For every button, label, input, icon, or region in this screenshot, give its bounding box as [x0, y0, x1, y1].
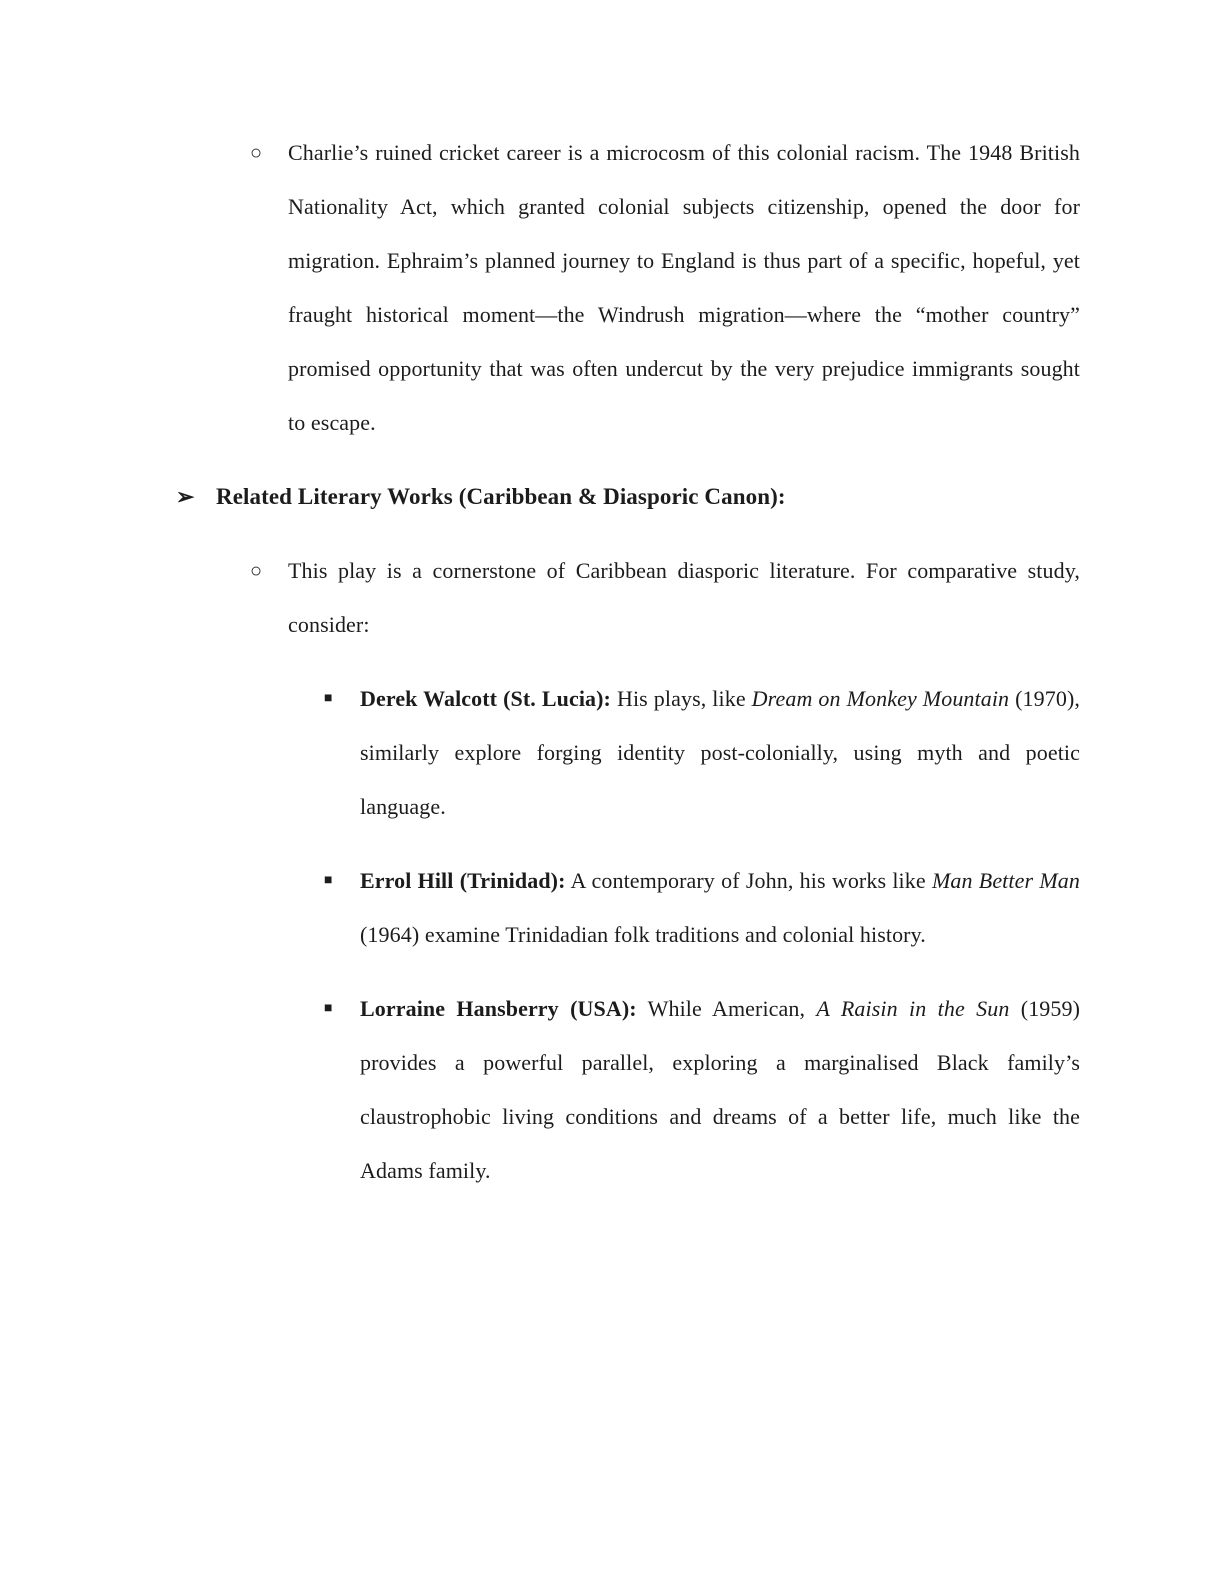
bullet-item-derek-walcott-text — [360, 686, 1080, 819]
bullet-item-errol-hill-text — [360, 868, 1080, 947]
text-run: A contemporary of John, his works like — [565, 868, 932, 893]
heading-related-literary-works — [144, 470, 1080, 524]
square-bullet-icon: ■ — [324, 691, 333, 706]
bullet-paragraph-charlie-cricket — [144, 126, 1080, 450]
square-bullet-icon: ■ — [324, 873, 333, 888]
arrow-bullet-icon: ➢ — [176, 484, 195, 509]
bullet-paragraph-cornerstone-text — [288, 558, 1080, 637]
bullet-item-errol-hill — [144, 854, 1080, 962]
text-run: (1970), similarly explore forging identity post-colonially, using myth and poetic language. — [360, 686, 1080, 819]
text-run: Errol Hill (Trinidad): — [360, 868, 566, 893]
square-bullet-icon: ■ — [324, 1001, 333, 1016]
text-run: Derek Walcott (St. Lucia): — [360, 686, 611, 711]
text-run: Charlie’s ruined cricket career is a microcosm of this colonial racism. The 1948 British Nationality Act, which granted colonial subjects citizenship, opened the door for migration. Ephraim’s planned journey to England is thus part of a specific, hopeful, yet fraught historical moment—the Windrush migration—where the “mother country” promised opportunity that was often undercut by the very prejudice immigrants sought to escape. — [288, 140, 1080, 435]
circle-bullet-icon: ○ — [250, 560, 263, 582]
bullet-paragraph-cornerstone — [144, 544, 1080, 652]
bullet-item-lorraine-hansberry — [144, 982, 1080, 1198]
bullet-item-lorraine-hansberry-text — [360, 996, 1080, 1183]
text-run: (1959) provides a powerful parallel, exploring a marginalised Black family’s claustrophobic living conditions and dreams of a better life, much like the Adams family. — [360, 996, 1081, 1183]
text-run: A Raisin in the Sun — [816, 996, 1010, 1021]
circle-bullet-icon: ○ — [250, 142, 263, 164]
text-run: This play is a cornerstone of Caribbean diasporic literature. For comparative study, consider: — [288, 558, 1080, 637]
heading-related-literary-works-text — [216, 484, 786, 509]
bullet-paragraph-charlie-cricket-text — [288, 140, 1080, 435]
text-run: Lorraine Hansberry (USA): — [360, 996, 637, 1021]
text-run: Related Literary Works (Caribbean & Diasporic Canon): — [216, 484, 786, 509]
text-run: (1964) examine Trinidadian folk traditions and colonial history. — [360, 922, 926, 947]
text-run: Dream on Monkey Mountain — [751, 686, 1010, 711]
bullet-item-derek-walcott — [144, 672, 1080, 834]
text-run: Man Better Man — [931, 868, 1080, 893]
text-run: His plays, like — [610, 686, 752, 711]
text-run: While American, — [636, 996, 817, 1021]
